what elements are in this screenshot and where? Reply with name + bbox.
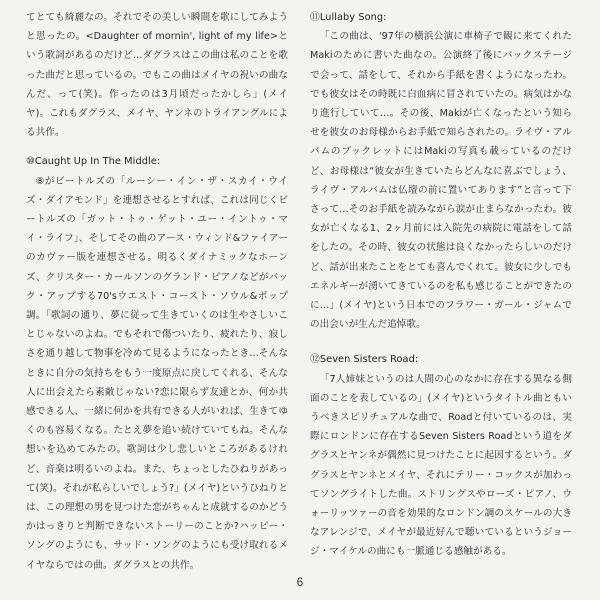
right-column	[310, 8, 572, 562]
page-number: 6	[296, 575, 304, 589]
section-10-paragraph: ⑧がビートルズの「ルーシー・イン・ザ・スカイ・ウイズ・ダイアモンド」を連想させるとすれば、これは同じくビートルズの「ガット・トゥ・ゲット・ユー・イントゥ・マイ・ライフ」、そしてその曲のアース・ウィンド&ファイアーのカヴァー版を連想させる。明るくダイナミックなホーンズ、クリスター・カールソンのグランド・ピアノなどがバック・アップする70'sウエスト・コースト・ソウル&ポップ調。「歌詞の通り、夢に従って生きていくのは生やさしいことじゃないのよね。でもそれで傷ついたり、疲れたり、寂しさを通り越して物事を冷めて見るようになったとき…そんなときに自分の気持ちをもう一度原点に戻してくれる、そんな人に出会えたら素敵じゃない?恋に限らず友達とか、何か共感できる人、一緒に何かを共有できる人がいれば、生きてゆくのも容易くなる。たとえ夢を追い続けていてもね。そんな想いを込めてみたの。歌詞は少し悲しいところがあるけれど、音楽は明るいのよね。また、ちょっとしたひねりがあって(笑)。それが私らしいでしょう?」(メイヤ)というひねりとは、この理想の男を見つけた恋がちゃんと成就するのかどうかはっきりと判断できないストーリーのことか?ハッピー・ソングのようにも、サッド・ソングのようにも受け取れるメイヤならではの曲。ダグラスとの共作。	[26, 175, 288, 571]
intro-paragraph: てとても綺麗なの。それでその美しい瞬間を歌にしてみようと思ったの。<Daughter of mornin', light of my life>という歌詞があるのだけど…ダグラスはこの曲は私のことを歌った曲だと思っているの。でもこの曲はメイヤの祝いの曲なんだ、って(笑)。作ったのは3月頃だったかしら」(メイヤ)。これもダグラス、メイヤ、ヤンネのトライアングルによる共作。	[26, 12, 288, 139]
section-12-heading: ⑫Seven Sisters Road:	[310, 354, 419, 366]
section-11-heading: ⑪Lullaby Song:	[310, 12, 387, 23]
section-11-paragraph: 「この曲は、'97年の横浜公演に車椅子で観に来てくれたMakiのために書いた曲なの。公演終了後にバックステージで会って、話をして、それから手紙を書くようになったわ。でも彼女はその時既に白血病に冒されていたの。病気はかなり進行していて…。その後、Makiが亡くなったという知らせを彼女のお母様からお手紙で知らされたの。ライヴ・アルバムのブックレットにはMakiの写真も載っているのだけど、お母様は“彼女が生きていたらどんなに喜ぶでしょう、ライヴ・アルバムは仏壇の前に置いてあります”と言って下さって…そのお手紙を読みながら涙が止まらなかったわ。彼女が亡くなる1、2ヶ月前には入院先の病院に電話をして話をしたの。その時、彼女の状態は良くなかったらしいのだけど、話が出来たことをとても喜んでくれて。彼女に少しでもエネルギーが湧いてきているのを私も感じることができたのに…」(メイヤ)という日本でのフラワー・ガール・ジャムでの出会いが生んだ追悼歌。	[310, 31, 572, 331]
section-gap	[26, 142, 288, 152]
section-10-heading: ⑩Caught Up In The Middle:	[26, 156, 161, 168]
section-12-paragraph: 「7人姉妹というのは人間の心のなかに存在する異なる側面のことを表しているの」(メイヤ)というタイトル曲ともいうべきスピリチュアルな曲で、Roadと付いているのは、実際にロンドンに存在するSeven Sisters Roadという道をダグラスとヤンネが偶然に見つけたことに起因するという。ダグラスとヤンネとメイヤ、それにテリー・コックスが加わってソングライトした曲。ストリングスやローズ・ピアノ、ウォーリッツァーの音を効果的なロンドン調のスケールの大きなアレンジで、メイヤが最近好んで聴いているというジョージ・マイケルの曲にも一脈通じる感触がある。	[310, 373, 572, 558]
section-gap	[310, 334, 572, 350]
left-column	[26, 8, 288, 575]
